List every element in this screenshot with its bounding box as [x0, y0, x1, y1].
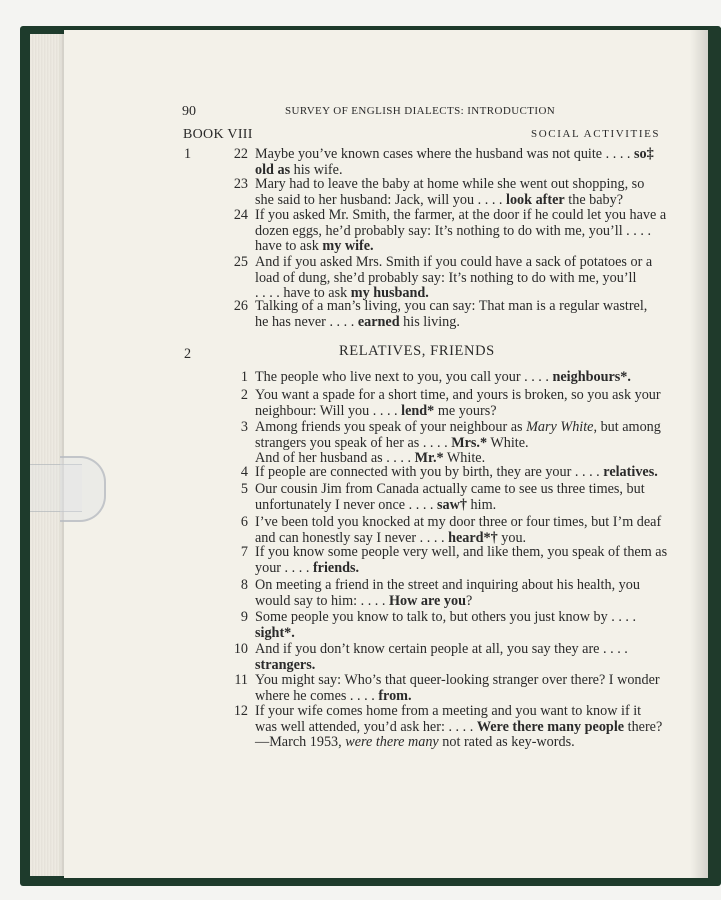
item-text-line: And of her husband as . . . . Mr.* White. — [255, 450, 486, 466]
item-text-line: I’ve been told you knocked at my door three or four times, but I’m deaf — [255, 514, 662, 530]
running-title: SURVEY OF ENGLISH DIALECTS: INTRODUCTION — [285, 105, 556, 117]
item-number: 11 — [234, 672, 248, 688]
item-text-line: If you know some people very well, and like them, you speak of them as — [255, 544, 668, 560]
item-text-line: If people are connected with you by birth, they are your . . . . relatives. — [255, 464, 658, 480]
page-clip — [60, 456, 106, 522]
item-number: 10 — [233, 641, 248, 657]
item-text-line: old as his wife. — [255, 161, 343, 178]
item-text-line: The people who live next to you, you call your . . . . neighbours*. — [255, 369, 631, 385]
item-text-line: You want a spade for a short time, and yours is broken, so you ask your — [255, 387, 661, 403]
item-number: 4 — [240, 464, 248, 480]
item-number: 22 — [233, 146, 248, 162]
item-text-line: You might say: Who’s that queer-looking stranger over there? I wonder — [255, 672, 660, 688]
spine-shadow — [690, 30, 710, 878]
item-text-line: Among friends you speak of your neighbour as Mary White, but among — [255, 419, 661, 435]
item-text-line: where he comes . . . . from. — [255, 687, 412, 704]
item-text-line: was well attended, you’d ask her: . . . . Were there many people there? — [255, 718, 663, 735]
item-text-line: Some people you know to talk to, but others you just know by . . . . — [255, 609, 637, 625]
item-text-line: On meeting a friend in the street and inquiring about his health, you — [255, 577, 640, 593]
item-text-line: If your wife comes home from a meeting and you want to know if it — [255, 703, 642, 719]
item-text-line: and can honestly say I never . . . . heard*† you. — [255, 529, 527, 546]
item-text-line: strangers you speak of her as . . . . Mrs.* White. — [255, 434, 529, 451]
item-number: 24 — [233, 207, 248, 223]
item-text-line: If you asked Mr. Smith, the farmer, at the door if he could let you have a — [255, 207, 667, 223]
item-text-line: neighbour: Will you . . . . lend* me yours? — [255, 402, 497, 419]
section-number: 2 — [184, 346, 192, 362]
item-text-line: And if you don’t know certain people at all, you say they are . . . . — [255, 641, 628, 657]
item-text-line: load of dung, she’d probably say: It’s nothing to do with me, you’ll — [255, 269, 637, 286]
item-text-line: have to ask my wife. — [255, 238, 374, 254]
item-text-line: And if you asked Mrs. Smith if you could have a sack of potatoes or a — [255, 254, 653, 270]
item-number: 25 — [233, 254, 248, 270]
page-number: 90 — [182, 104, 196, 119]
item-number: 8 — [240, 577, 248, 593]
item-number: 7 — [240, 544, 248, 560]
item-text-line: Maybe you’ve known cases where the husband was not quite . . . . so‡ — [255, 146, 654, 162]
item-number: 5 — [240, 481, 248, 497]
item-number: 1 — [240, 369, 248, 385]
section-title: SOCIAL ACTIVITIES — [531, 128, 661, 140]
item-number: 6 — [240, 514, 248, 530]
section-number: 1 — [184, 146, 192, 162]
item-text-line: he has never . . . . earned his living. — [255, 313, 460, 330]
item-number: 23 — [233, 176, 248, 192]
item-number: 9 — [240, 609, 248, 625]
item-text-line: she said to her husband: Jack, will you . . . . look after the baby? — [255, 191, 624, 208]
item-text-line: dozen eggs, he’d probably say: It’s nothing to do with me, you’ll . . . . — [255, 222, 652, 239]
item-text-line: sight*. — [255, 624, 295, 641]
item-text-line: unfortunately I never once . . . . saw† him. — [255, 496, 497, 513]
item-text-line: would say to him: . . . . How are you? — [255, 592, 473, 609]
item-text-line: Mary had to leave the baby at home while she went out shopping, so — [255, 176, 645, 192]
cover-right-edge — [708, 28, 721, 880]
item-text-line: —March 1953, were there many not rated as key-words. — [255, 734, 575, 750]
item-text-line: Our cousin Jim from Canada actually came to see us three times, but — [255, 481, 645, 497]
item-number: 26 — [233, 298, 248, 314]
item-text-line: . . . . have to ask my husband. — [255, 285, 429, 301]
item-number: 2 — [240, 387, 248, 403]
item-number: 3 — [240, 419, 248, 435]
item-number: 12 — [233, 703, 248, 719]
book-label: BOOK VIII — [183, 127, 253, 142]
item-text-line: your . . . . friends. — [255, 559, 360, 576]
section-heading: RELATIVES, FRIENDS — [339, 343, 495, 359]
item-text-line: Talking of a man’s living, you can say: That man is a regular wastrel, — [255, 298, 648, 314]
item-text-line: strangers. — [255, 656, 316, 673]
